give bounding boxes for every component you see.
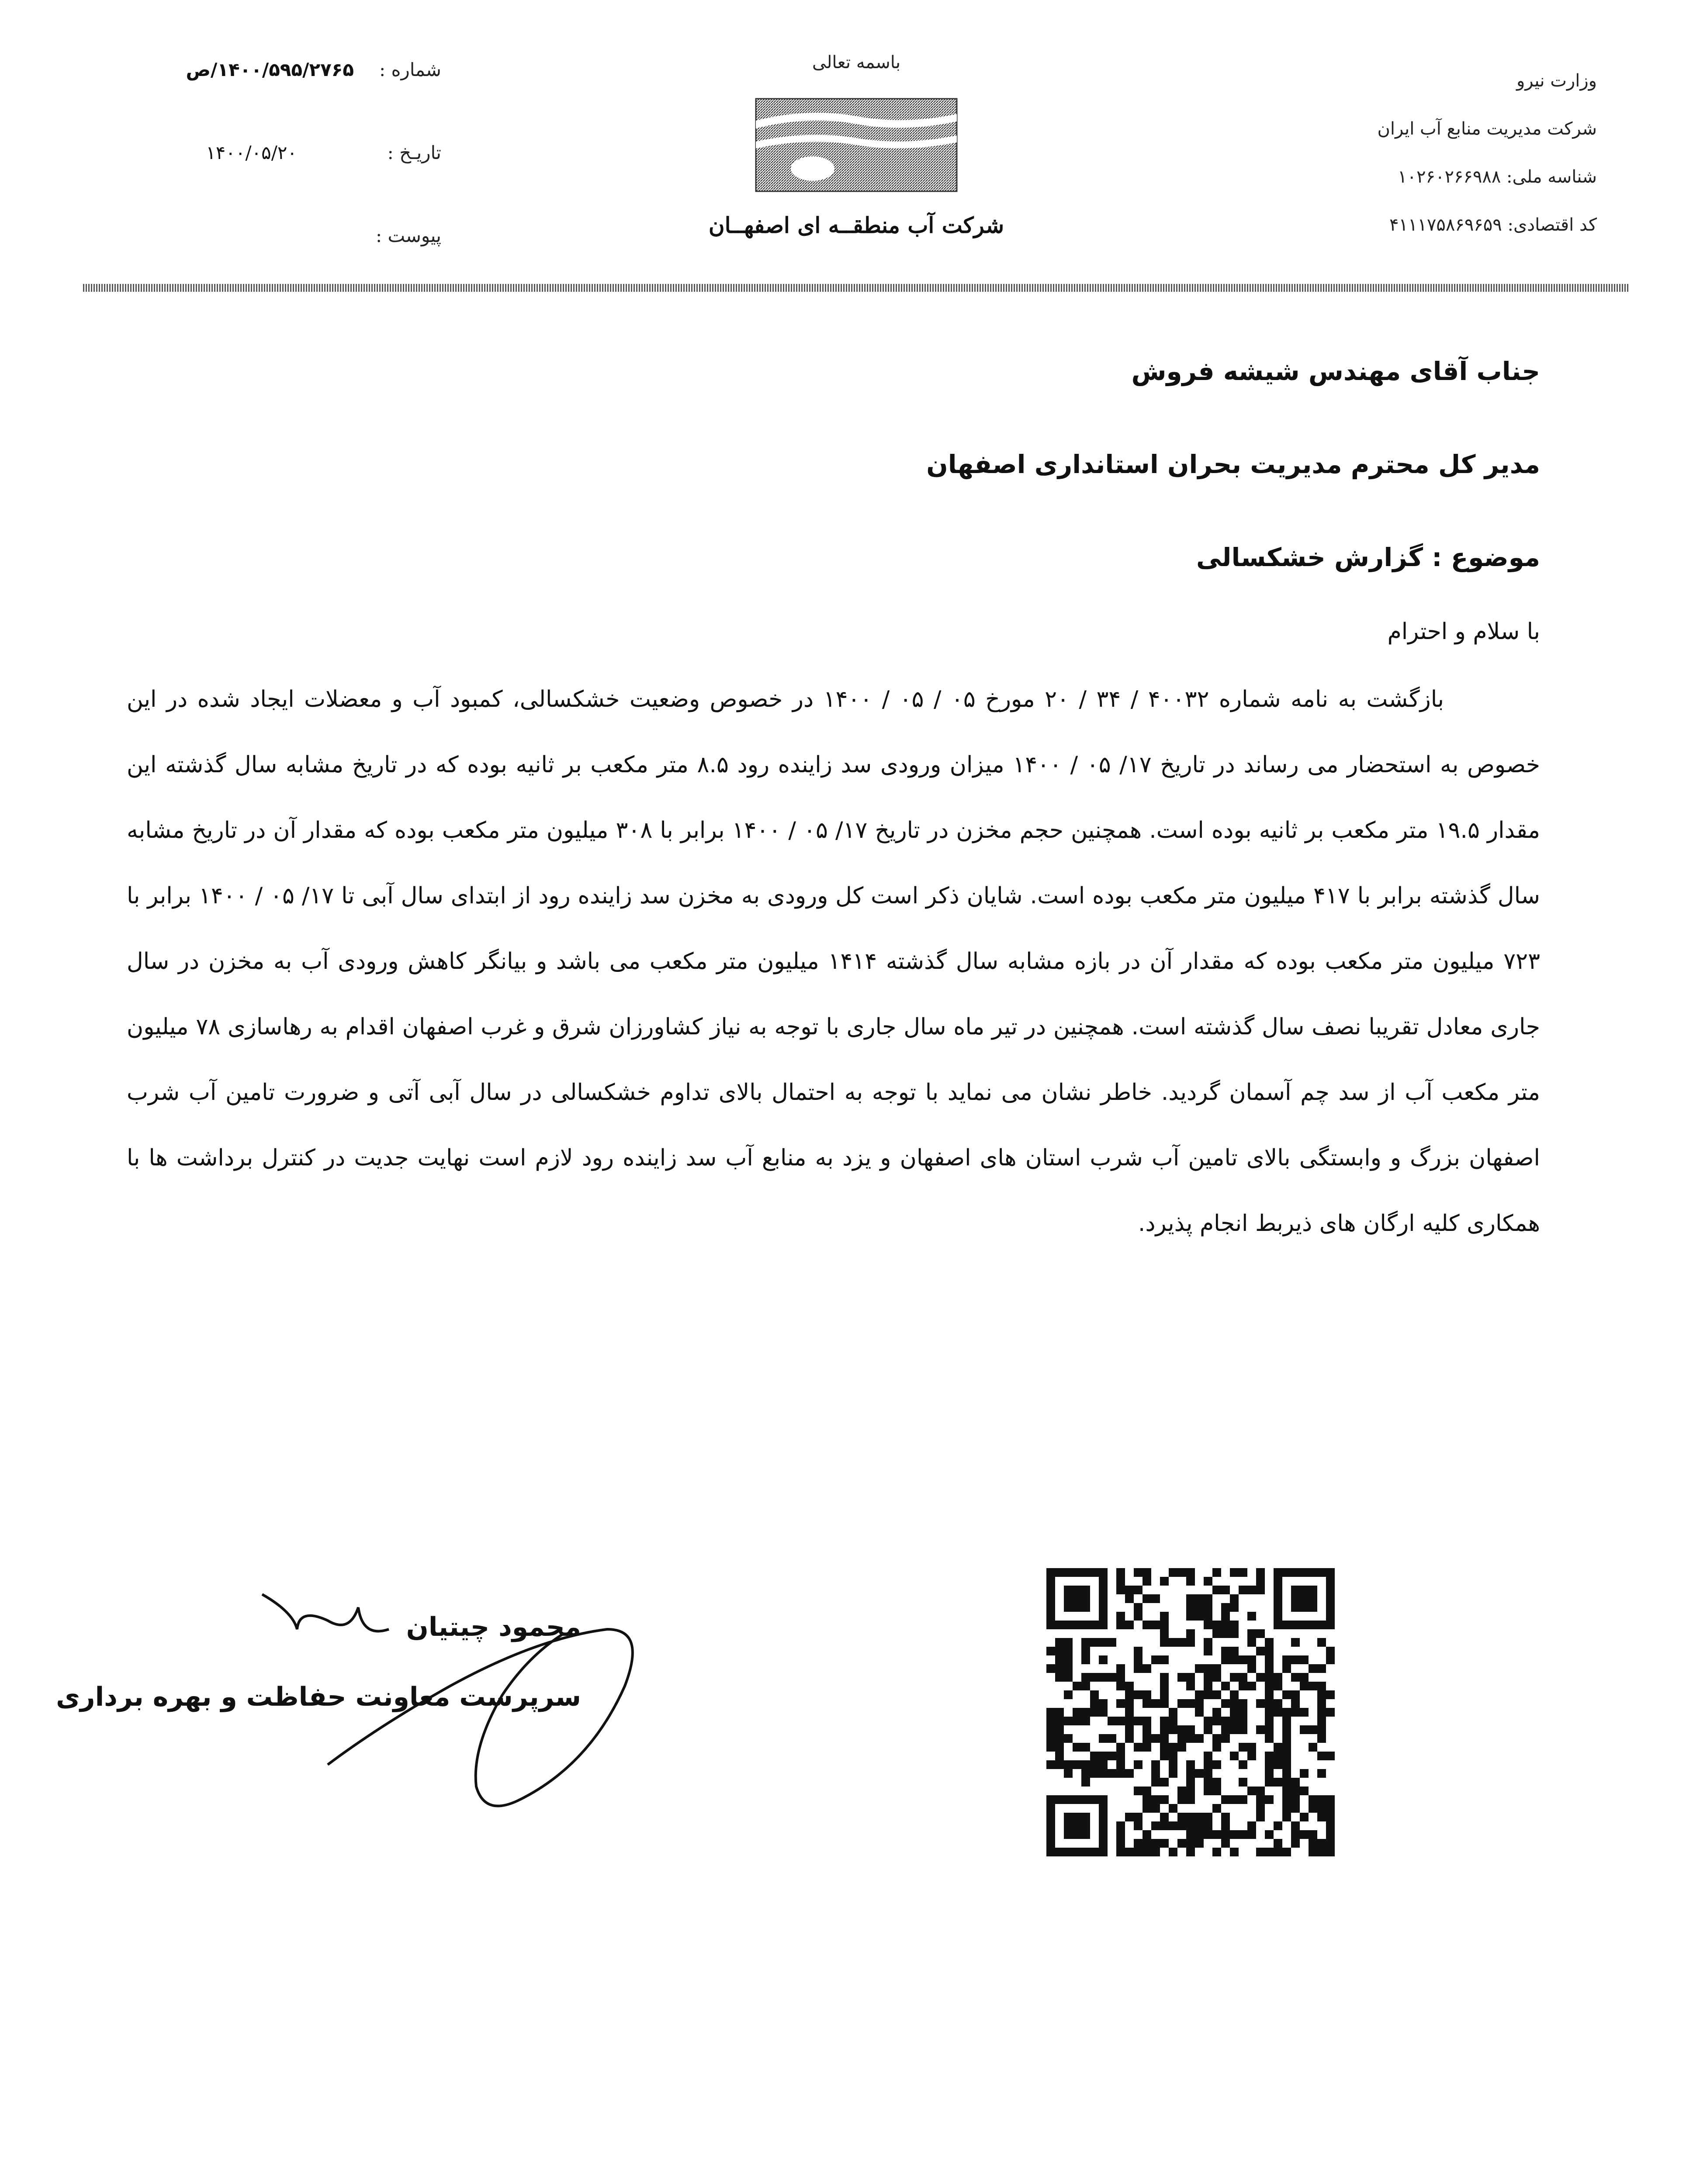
header-divider bbox=[83, 284, 1630, 292]
company-logo-icon bbox=[747, 90, 966, 199]
company-name: شرکت آب منطقــه ای اصفهــان bbox=[708, 212, 1004, 238]
national-id: شناسه ملی: ۱۰۲۶۰۲۶۶۹۸۸ bbox=[1398, 167, 1597, 187]
header-organization-block bbox=[1160, 57, 1597, 249]
letter-paragraph: بازگشت به نامه شماره ۴۰۰۳۲ / ۳۴ / ۲۰ مورخ ۰۵ / ۰۵ / ۱۴۰۰ در خصوص وضعیت خشکسالی، کمبود آب و معضلات ایجاد شده در این خصوص به استحضار می رساند در تاریخ ۱۷/ ۰۵ / ۱۴۰۰ میزان ورودی سد زاینده رود ۸.۵ متر مکعب بر ثانیه بوده که در تاریخ مشابه سال گذشته این مقدار ۱۹.۵ متر مکعب بر ثانیه بوده است. همچنین حجم مخزن در تاریخ ۱۷/ ۰۵ / ۱۴۰۰ برابر با ۳۰۸ میلیون متر مکعب بوده که مقدار آن در تاریخ مشابه سال گذشته برابر با ۴۱۷ میلیون متر مکعب بوده است. شایان ذکر است کل ورودی به مخزن سد زاینده رود از ابتدای سال آبی تا ۱۷/ ۰۵ / ۱۴۰۰ برابر با ۷۲۳ میلیون متر مکعب بوده که مقدار آن در بازه مشابه سال گذشته ۱۴۱۴ میلیون متر مکعب می باشد و بیانگر کاهش ورودی آب به مخزن در سال جاری معادل تقریبا نصف سال گذشته است. همچنین در تیر ماه سال جاری با توجه به نیاز کشاورزان شرق و غرب اصفهان اقدام به رهاسازی ۷۸ میلیون متر مکعب آب از سد چم آسمان گردید. خاطر نشان می نماید با توجه به احتمال بالای تداوم خشکسالی در سال آبی آتی و ضرورت تامین آب شرب اصفهان بزرگ و وابستگی بالای تامین آب شرب استان های اصفهان و یزد به منابع آب سد زاینده رود لازم است نهایت جدیت در کنترل برداشت ها با همکاری کلیه ارگان های ذیربط انجام پذیرد. bbox=[127, 686, 1541, 1237]
signatory-name: محمود چیتیان bbox=[406, 1612, 581, 1642]
letter-body bbox=[127, 345, 1540, 1256]
header-logo-block bbox=[638, 52, 1075, 238]
bismillah: باسمه تعالی bbox=[812, 52, 901, 73]
economic-code: کد اقتصادی: ۴۱۱۱۷۵۸۶۹۶۵۹ bbox=[1389, 215, 1597, 235]
letter-date-value: ۱۴۰۰/۰۵/۲۰ bbox=[206, 142, 297, 163]
signature-block bbox=[56, 1581, 817, 1826]
handwritten-signature-icon bbox=[205, 1581, 817, 1826]
letter-reference-block bbox=[100, 59, 441, 308]
letter-attachment-row bbox=[100, 225, 441, 308]
letter-number-row bbox=[100, 59, 441, 142]
signatory-title: سرپرست معاونت حفاظت و بهره برداری bbox=[56, 1682, 581, 1712]
parent-company-name: شرکت مدیریت منابع آب ایران bbox=[1377, 119, 1597, 139]
qr-code bbox=[1046, 1568, 1335, 1856]
letter-date-row bbox=[100, 142, 441, 225]
ministry-name: وزارت نیرو bbox=[1516, 71, 1597, 91]
letter-number-label: شماره : bbox=[379, 59, 441, 80]
qr-code-icon bbox=[1046, 1568, 1335, 1856]
recipient-name: جناب آقای مهندس شیشه فروش bbox=[1131, 356, 1540, 386]
letter-attachment-label: پیوست : bbox=[376, 225, 441, 246]
letter-date-label: تاریـخ : bbox=[387, 142, 441, 163]
letter-number-value: ۱۴۰۰/۵۹۵/۲۷۶۵/ص bbox=[186, 59, 354, 80]
letter-subject: موضوع : گزارش خشکسالی bbox=[1196, 543, 1540, 572]
recipient-title: مدیر کل محترم مدیریت بحران استانداری اصفهان bbox=[926, 449, 1540, 479]
letter-greeting: با سلام و احترام bbox=[1387, 619, 1540, 645]
